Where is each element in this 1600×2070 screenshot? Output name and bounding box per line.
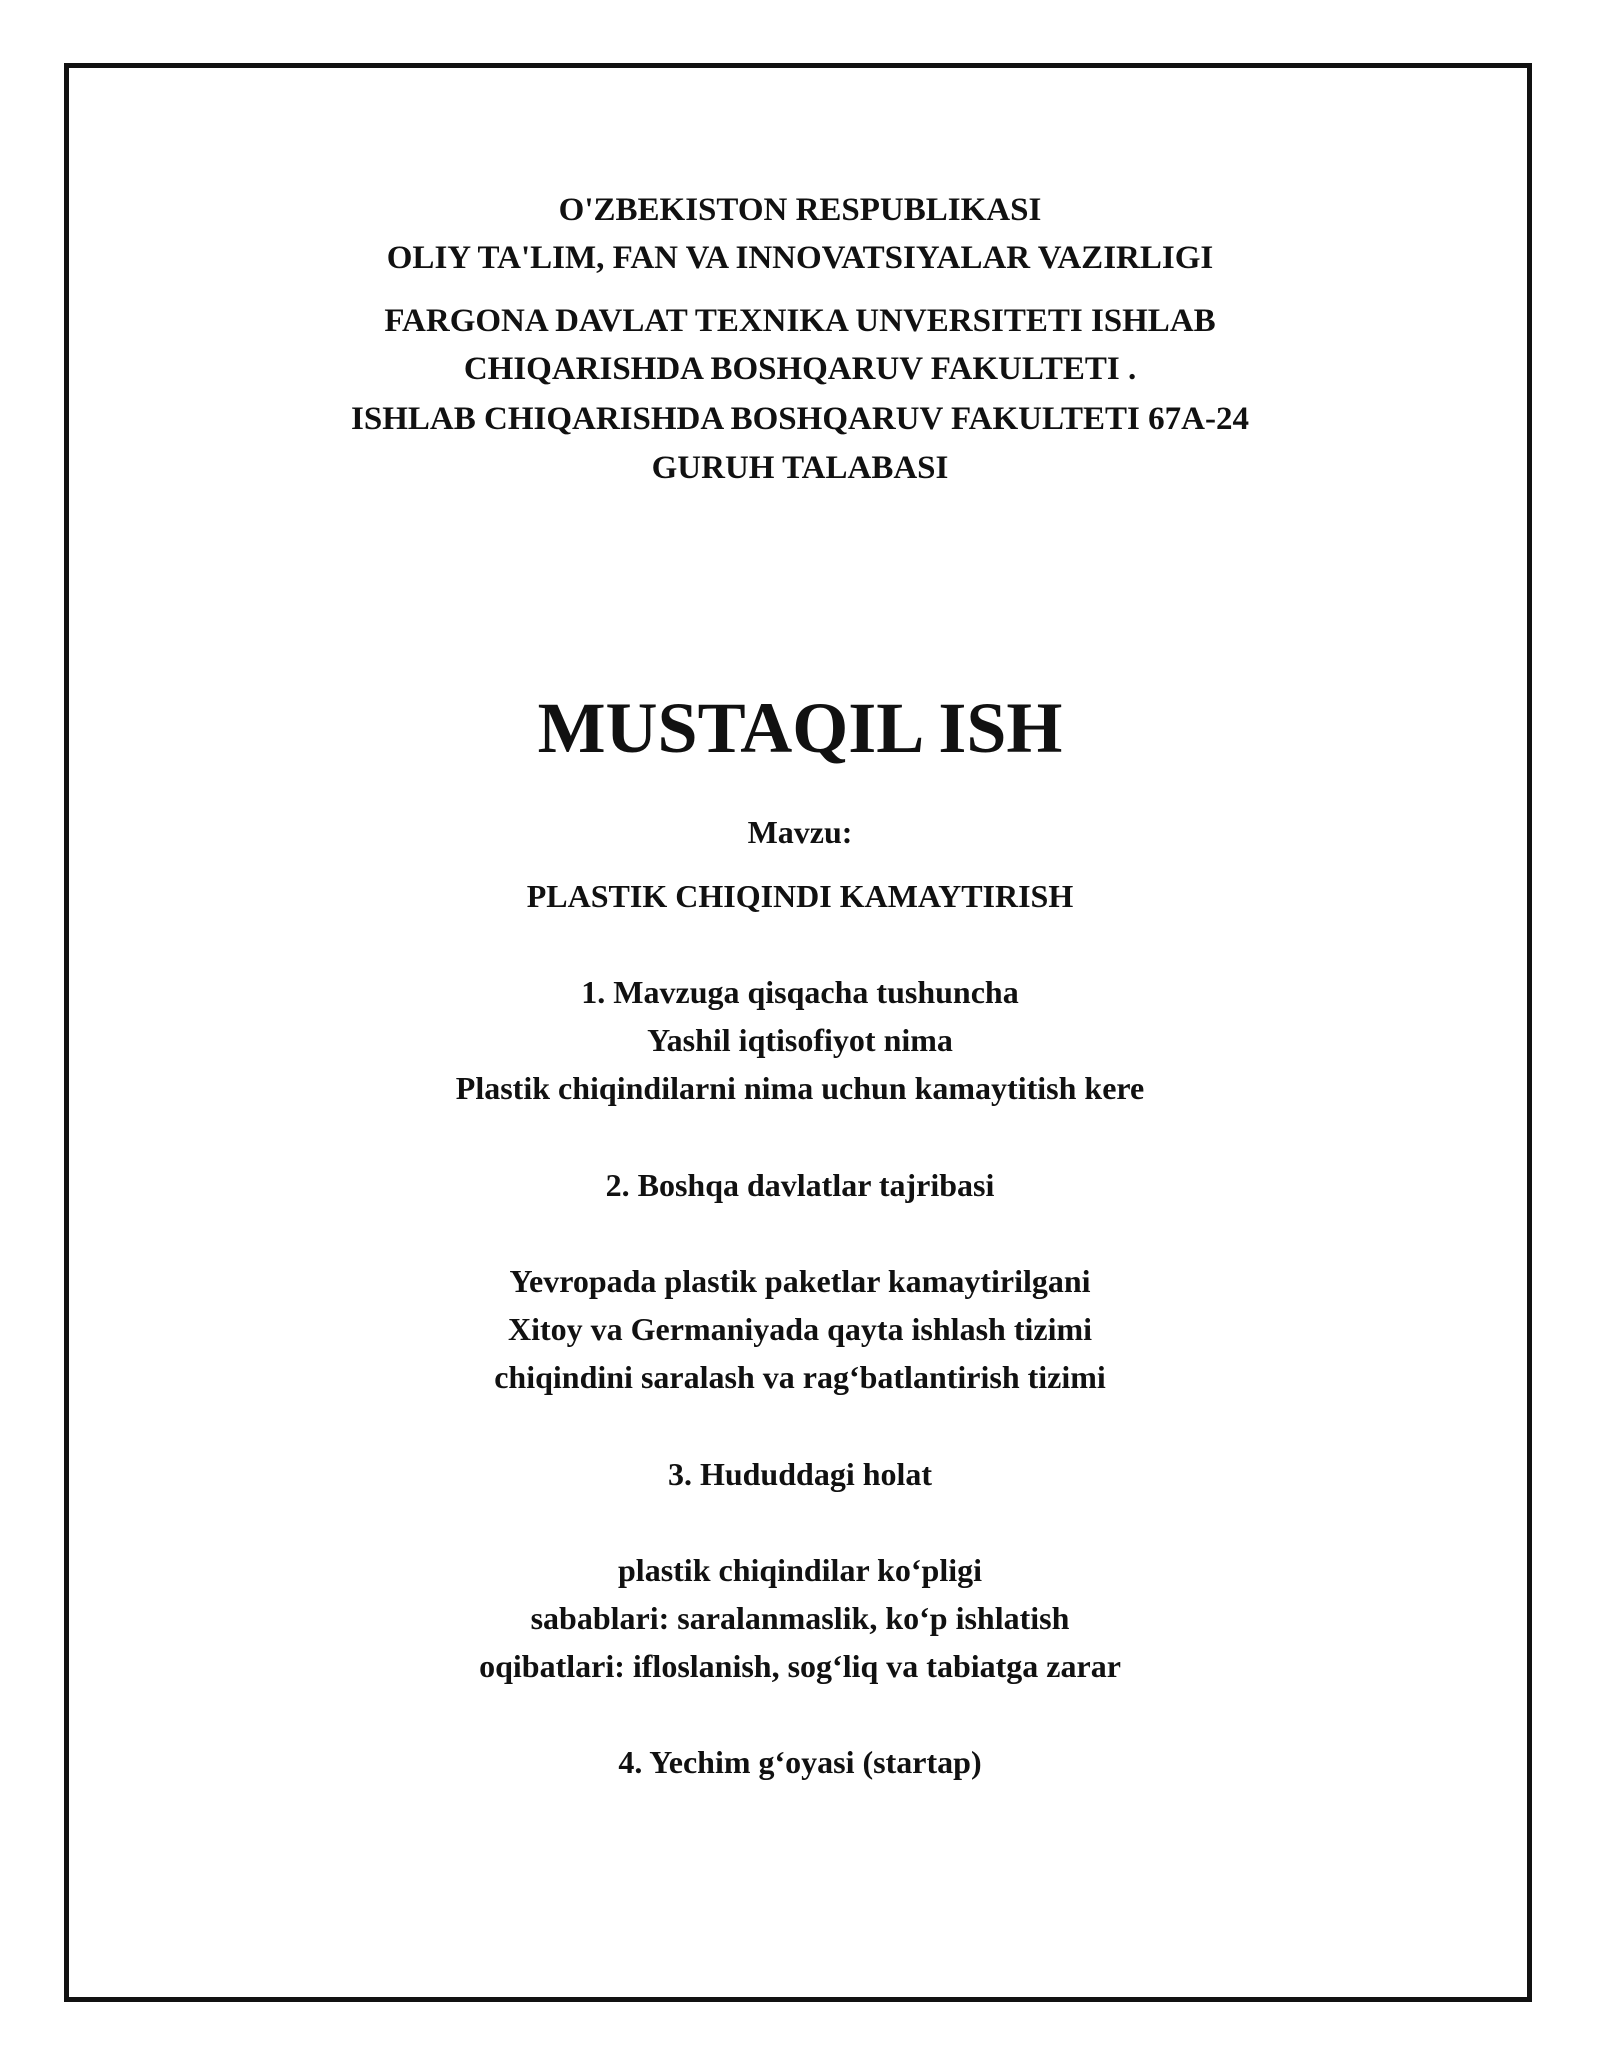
header-university-line-1: FARGONA DAVLAT TEXNIKA UNVERSITETI ISHLAB xyxy=(384,303,1216,339)
header-faculty-group: ISHLAB CHIQARISHDA BOSHQARUV FAKULTETI 67A-24 xyxy=(351,401,1249,437)
document-title: MUSTAQIL ISH xyxy=(537,688,1063,768)
topic-text: PLASTIK CHIQINDI KAMAYTIRISH xyxy=(526,878,1074,914)
topic-label: Mavzu: xyxy=(747,814,853,850)
section-3-item: oqibatlari: ifloslanish, sog‘liq va tabiatga zarar xyxy=(479,1648,1121,1684)
header-country: O'ZBEKISTON RESPUBLIKASI xyxy=(558,192,1042,228)
section-3-item: plastik chiqindilar ko‘pligi xyxy=(618,1552,982,1588)
section-2-item: Yevropada plastik paketlar kamaytirilgani xyxy=(509,1263,1091,1299)
section-4-heading: 4. Yechim g‘oyasi (startap) xyxy=(618,1744,982,1780)
section-3-heading: 3. Hududdagi holat xyxy=(667,1456,933,1492)
section-2-item: chiqindini saralash va rag‘batlantirish tizimi xyxy=(494,1359,1106,1395)
section-2-heading: 2. Boshqa davlatlar tajribasi xyxy=(605,1167,995,1203)
section-3-item: sabablari: saralanmaslik, ko‘p ishlatish xyxy=(530,1600,1070,1636)
section-1-heading: 1. Mavzuga qisqacha tushuncha xyxy=(581,974,1019,1010)
header-student: GURUH TALABASI xyxy=(651,450,949,486)
header-university-line-2: CHIQARISHDA BOSHQARUV FAKULTETI . xyxy=(463,351,1137,387)
section-1-item: Plastik chiqindilarni nima uchun kamaytitish kere xyxy=(455,1070,1145,1106)
header-ministry: OLIY TA'LIM, FAN VA INNOVATSIYALAR VAZIRLIGI xyxy=(386,240,1214,276)
section-2-item: Xitoy va Germaniyada qayta ishlash tizimi xyxy=(507,1311,1092,1347)
section-1-item: Yashil iqtisofiyot nima xyxy=(647,1022,953,1058)
